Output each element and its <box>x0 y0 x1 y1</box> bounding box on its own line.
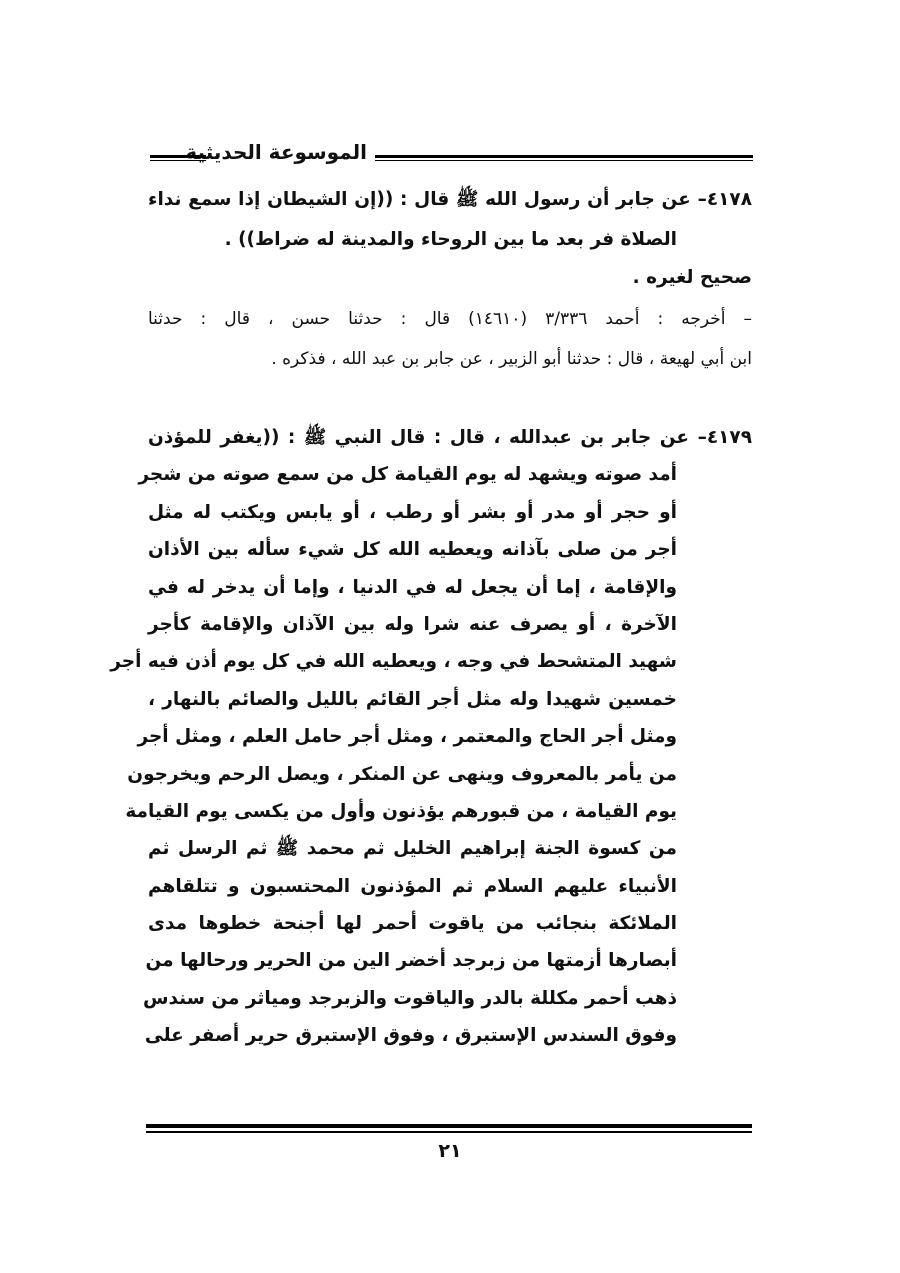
page-number: ٢١ <box>438 1140 462 1162</box>
text-line: ومثل أجر الحاج والمعتمر ، ومثل أجر حامل العلم ، ومثل أجر <box>137 726 677 748</box>
text-line: ذهب أحمر مكللة بالدر والياقوت والزبرجد ومياثر من سندس <box>142 987 677 1009</box>
text-line: الآخرة ، أو يصرف عنه شرا وله بين الآذان والإقامة كأجر <box>148 613 677 635</box>
text-line: خمسين شهيدا وله مثل أجر القائم بالليل والصائم بالنهار ، <box>148 688 677 710</box>
hadith-4178-text <box>148 180 752 260</box>
text-line: الأنبياء عليهم السلام ثم المؤذنون المحتسبون و تتلقاهم <box>148 875 677 897</box>
text-line: الملائكة بنجائب من ياقوت أحمر لها أجنحة خطوها مدى <box>148 913 677 935</box>
header-rule-right <box>375 155 753 161</box>
text-line: ٤١٧٨– عن جابر أن رسول الله ﷺ قال : ((إن الشيطان إذا سمع نداء <box>148 189 752 210</box>
hadith-4178-source <box>148 299 752 379</box>
text-line: الصلاة فر بعد ما بين الروحاء والمدينة له ضراط)) . <box>224 229 677 250</box>
page-header <box>150 140 753 176</box>
text-line: والإقامة ، إما أن يجعل له في الدنيا ، وإما أن يدخر له في <box>148 576 677 598</box>
footer-rule <box>146 1124 752 1133</box>
text-line: من يأمر بالمعروف وينهى عن المنكر ، ويصل الرحم ويخرجون <box>127 763 677 785</box>
text-line: أجر من صلى بآذانه ويعطيه الله كل شيء سأله بين الأذان <box>148 539 677 561</box>
book-title: الموسوعة الحديثية <box>185 140 367 164</box>
hadith-4179-text <box>110 419 752 1055</box>
text-line: يوم القيامة ، من قبورهم يؤذنون وأول من يكسى يوم القيامة <box>125 800 677 822</box>
text-line: من كسوة الجنة إبراهيم الخليل ثم محمد ﷺ ثم الرسل ثم <box>148 838 677 860</box>
text-line: أمد صوته ويشهد له يوم القيامة كل من سمع صوته من شجر <box>138 464 677 486</box>
source-line: – أخرجه : أحمد ٣/٣٣٦ (١٤٦١٠) قال : حدثنا حسن ، قال : حدثنا <box>148 309 752 329</box>
text-line: أو حجر أو مدر أو بشر أو رطب ، أو يابس ويكتب له مثل <box>148 501 677 523</box>
text-line: شهيد المتشحط في وجه ، ويعطيه الله في كل يوم أذن فيه أجر <box>110 651 677 673</box>
text-line: وفوق السندس الإستبرق ، وفوق الإستبرق حرير أصفر على <box>144 1025 677 1047</box>
text-line: ٤١٧٩– عن جابر بن عبدالله ، قال : قال النبي ﷺ : ((يغفر للمؤذن <box>148 427 752 448</box>
hadith-4178-grade: صحيح لغيره . <box>632 267 752 288</box>
source-line: ابن أبي لهيعة ، قال : حدثنا أبو الزبير ، عن جابر بن عبد الله ، فذكره . <box>271 349 752 369</box>
header-rule-left <box>150 155 206 161</box>
text-line: أبصارها أزمتها من زبرجد أخضر الين من الحرير ورحالها من <box>145 950 677 972</box>
